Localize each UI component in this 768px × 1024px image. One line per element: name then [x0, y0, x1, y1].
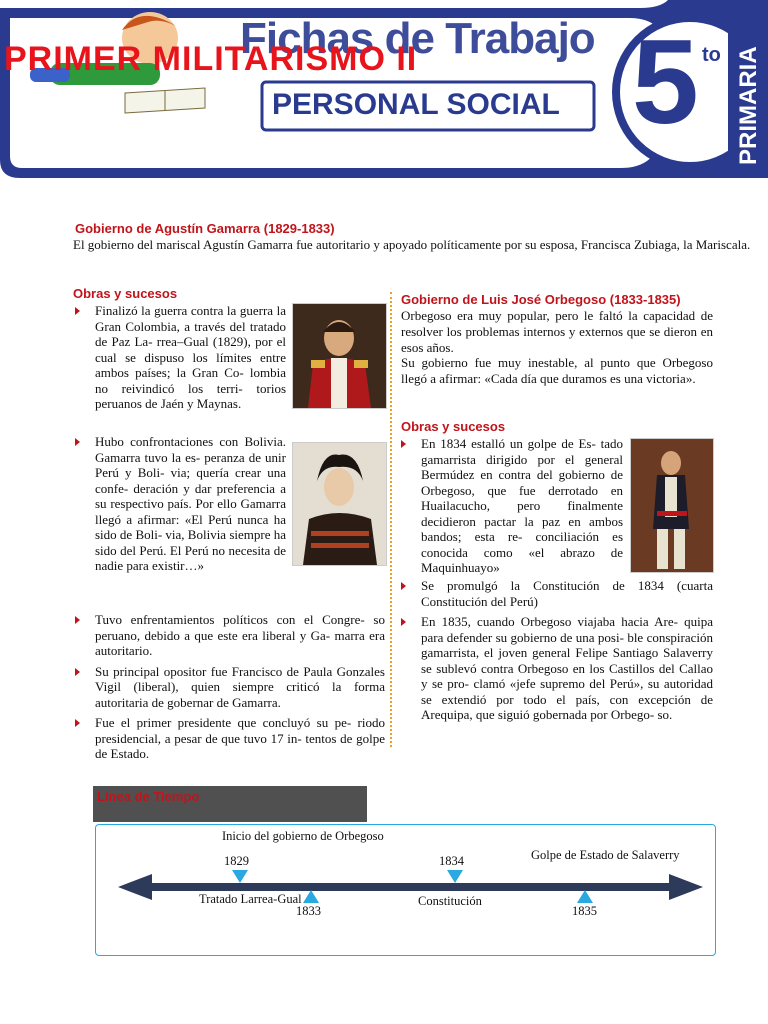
timeline-label-inicio: Inicio del gobierno de Orbegoso: [222, 829, 384, 843]
list-item: En 1835, cuando Orbegoso viajaba hacia Are- quipa para defender su gobierno de una posi- ble conspiración gamarrista, el joven general Felipe Santiago Salaverry se sublevó contra Orbegoso en los Castillos del Callao y se pro- clamó «jefe supremo del Perú», su autoridad se extendió por todo el país, con excepción de Arequipa, que siguió gobernada por Orbego- so.: [399, 614, 713, 723]
gamarra-bullets-mid: [73, 434, 286, 579]
page-title: PRIMER MILITARISMO II: [4, 40, 418, 78]
gamarra-heading: Gobierno de Agustín Gamarra (1829-1833): [75, 221, 335, 236]
timeline-label-constitucion: Constitución: [418, 894, 482, 908]
list-item: Finalizó la guerra contra la guerra la Gran Colombia, a través del tratado de Paz La- rrea‒Gual (1829), por el cual se dispuso los límites entre ambos países; la Gran Co- lombia no reivindicó los terri- torios peruanos de Jaén y Maynas.: [73, 303, 286, 412]
timeline-year-1829: 1829: [224, 854, 249, 868]
zubiaga-portrait: [292, 442, 387, 566]
timeline-label-tratado: Tratado Larrea-Gual: [199, 892, 302, 906]
orbegoso-intro-2: Su gobierno fue muy inestable, al punto que Orbegoso llegó a afirmar: «Cada día que duramos es una victoria».: [401, 355, 713, 386]
timeline-heading: Línea de Tiempo: [97, 789, 200, 804]
timeline-year-1834: 1834: [439, 854, 464, 868]
list-item: Tuvo enfrentamientos políticos con el Congre- so peruano, debido a que este era liberal y Ga- marra era autoritario.: [73, 612, 385, 659]
gamarra-bullets-bottom: [73, 612, 385, 767]
timeline-year-1833: 1833: [296, 904, 321, 918]
list-item: En 1834 estalló un golpe de Es- tado gamarrista dirigido por el general Bermúdez en contra del gobierno de Orbegoso, que fue derrotado en Huailacucho, pero finalmente decidieron pactar la paz en ambos bandos; esta re- conciliación es conocida como «el abrazo de Maquinhuayo»: [399, 436, 623, 576]
gamarra-bullets-top: [73, 303, 286, 417]
grade-number: 5: [632, 15, 699, 149]
marker-up-icon: [303, 890, 319, 903]
marker-down-icon: [232, 870, 248, 883]
orbegoso-works-heading: Obras y sucesos: [401, 419, 506, 434]
orbegoso-heading: Gobierno de Luis José Orbegoso (1833-1835): [401, 292, 681, 307]
list-item: Se promulgó la Constitución de 1834 (cuarta Constitución del Perú): [399, 578, 713, 609]
timeline-year-1835: 1835: [572, 904, 597, 918]
grade-suffix: to: [702, 44, 721, 66]
series-title: Fichas de Trabajo: [240, 14, 595, 63]
gamarra-portrait: [292, 303, 387, 409]
marker-down-icon: [447, 870, 463, 883]
gamarra-works-heading: Obras y sucesos: [73, 286, 178, 301]
orbegoso-bullets-top: [399, 436, 623, 581]
orbegoso-bullets-bottom: [399, 578, 713, 728]
list-item: Su principal opositor fue Francisco de Paula Gonzales Vigil (liberal), quien siempre criticó la forma autoritaria de gobernar de Gamarra.: [73, 664, 385, 711]
list-item: Fue el primer presidente que concluyó su pe- riodo presidencial, a pesar de que tuvo 17 in- tentos de golpe de Estado.: [73, 715, 385, 762]
list-item: Hubo confrontaciones con Bolivia. Gamarra tuvo la es- peranza de unir Perú y Boli- via; quería crear una confe- deración y dar preferencia a su respectivo país. Por ello Gamarra llegó a afirmar: «El Perú nunca ha sido de Boli- via, Bolivia siempre ha sido del Perú. El Perú no necesita de nadie para existir…»: [73, 434, 286, 574]
timeline-label-golpe: Golpe de Estado de Salaverry: [531, 848, 680, 862]
marker-up-icon: [577, 890, 593, 903]
column-divider: [390, 292, 392, 747]
orbegoso-intro: Orbegoso era muy popular, pero le faltó la capacidad de resolver los problemas internos y externos que se dieron en esos años.: [401, 308, 713, 355]
gamarra-intro: El gobierno del mariscal Agustín Gamarra fue autoritario y apoyado políticamente por su esposa, Francisca Zubiaga, la Mariscala.: [73, 237, 751, 252]
level-label: [730, 20, 766, 170]
orbegoso-portrait: [630, 438, 714, 573]
subject-label: PERSONAL SOCIAL: [272, 88, 560, 121]
svg-text:PRIMARIA: PRIMARIA: [735, 46, 762, 165]
